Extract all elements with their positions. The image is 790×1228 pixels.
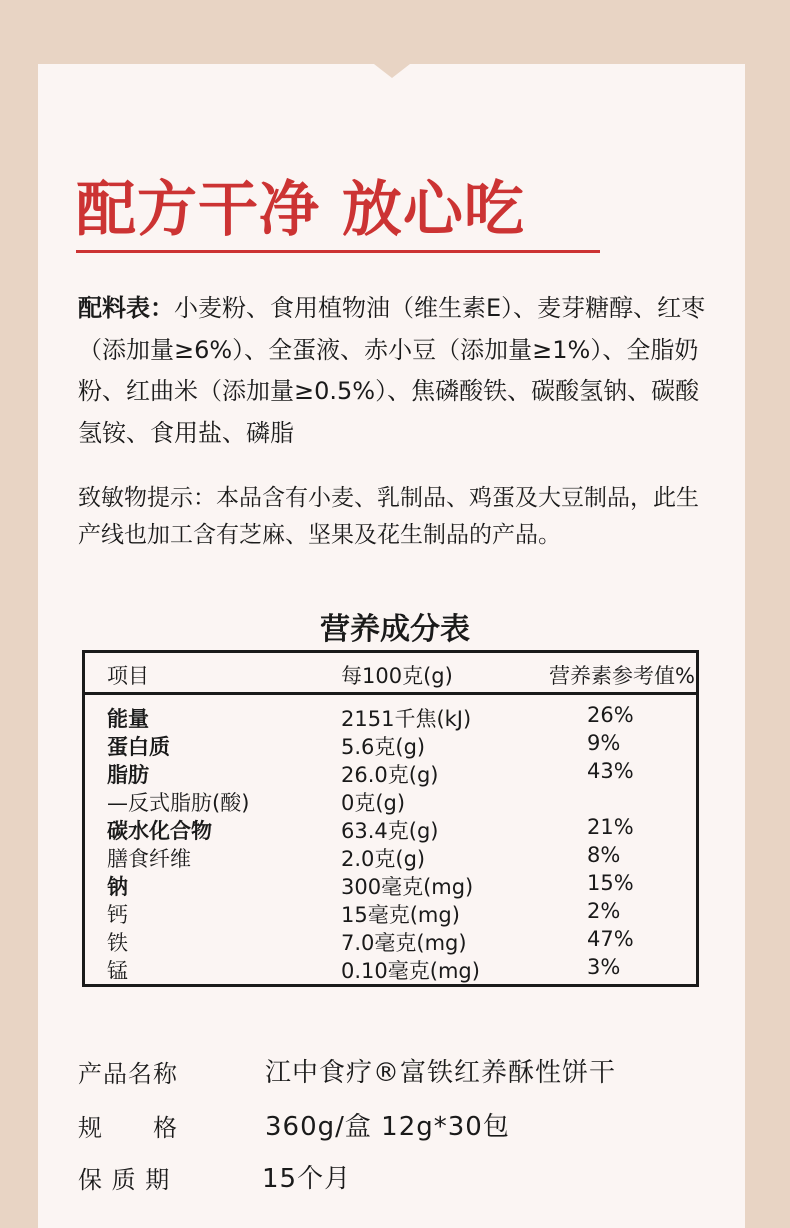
row-nrv: 21% [587, 815, 634, 839]
card-notch [374, 64, 410, 78]
spec-value: 360g/盒 12g*30包 [265, 1112, 510, 1142]
headline: 配方干净 放心吃 [76, 175, 525, 245]
row-nrv: 3% [587, 955, 621, 979]
spec-label: 规 格 [78, 1114, 178, 1142]
row-amount: 26.0克(g) [341, 763, 439, 787]
product-name-label: 产品名称 [78, 1060, 178, 1088]
shelf-life-row [0, 1160, 790, 1200]
row-nrv: 2% [587, 899, 621, 923]
row-nrv: 8% [587, 843, 621, 867]
row-item: 碳水化合物 [107, 819, 212, 843]
table-row [85, 703, 696, 731]
shelf-life-value: 15个月 [262, 1164, 352, 1194]
table-row [85, 899, 696, 927]
ingredients-label: 配料表： [78, 294, 174, 322]
spec-row [0, 1108, 790, 1148]
row-nrv: 43% [587, 759, 634, 783]
table-row [85, 871, 696, 899]
row-amount: 5.6克(g) [341, 735, 426, 759]
row-item: 脂肪 [107, 763, 149, 787]
header-item: 项目 [107, 664, 149, 688]
allergen-notice: 致敏物提示：本品含有小麦、乳制品、鸡蛋及大豆制品，此生产线也加工含有芝麻、坚果及花生制品的产品。 [78, 485, 699, 548]
row-nrv: 47% [587, 927, 634, 951]
header-nrv: 营养素参考值% [549, 664, 695, 688]
header-per-100g: 每100克(g) [341, 664, 453, 688]
row-item: 锰 [107, 959, 128, 983]
row-amount: 15毫克(mg) [341, 903, 460, 927]
row-item: 钙 [107, 903, 128, 927]
row-item: 钠 [107, 875, 128, 899]
row-nrv: 9% [587, 731, 621, 755]
row-nrv: 26% [587, 703, 634, 727]
headline-underline [76, 250, 600, 253]
row-amount: 0克(g) [341, 791, 406, 815]
shelf-life-label: 保 质 期 [78, 1166, 171, 1194]
row-amount: 7.0毫克(mg) [341, 931, 467, 955]
table-row [85, 927, 696, 955]
table-row [85, 955, 696, 983]
row-amount: 0.10毫克(mg) [341, 959, 480, 983]
table-row [85, 759, 696, 787]
row-amount: 2.0克(g) [341, 847, 426, 871]
row-item: —反式脂肪(酸) [107, 791, 250, 815]
row-item: 膳食纤维 [107, 847, 191, 871]
ingredients-text: 小麦粉、食用植物油（维生素E）、麦芽糖醇、红枣（添加量≥6%）、全蛋液、赤小豆（添加量≥1%）、全脂奶粉、红曲米（添加量≥0.5%）、焦磷酸铁、碳酸氢钠、碳酸氢铵、食用盐、磷脂 [78, 294, 706, 447]
table-row [85, 731, 696, 759]
product-name-value: 江中食疗®富铁红养酥性饼干 [265, 1058, 617, 1088]
row-amount: 300毫克(mg) [341, 875, 474, 899]
row-amount: 2151千焦(kJ) [341, 707, 472, 731]
table-row [85, 843, 696, 871]
nutrition-table [82, 650, 699, 987]
nutrition-table-header [85, 653, 696, 695]
row-amount: 63.4克(g) [341, 819, 439, 843]
row-item: 蛋白质 [107, 735, 170, 759]
row-nrv: 15% [587, 871, 634, 895]
product-name-row [0, 1054, 790, 1094]
table-row [85, 787, 696, 815]
row-item: 能量 [107, 707, 149, 731]
row-item: 铁 [107, 931, 128, 955]
ingredients-block [78, 288, 718, 454]
table-row [85, 815, 696, 843]
nutrition-table-title: 营养成分表 [320, 612, 470, 647]
